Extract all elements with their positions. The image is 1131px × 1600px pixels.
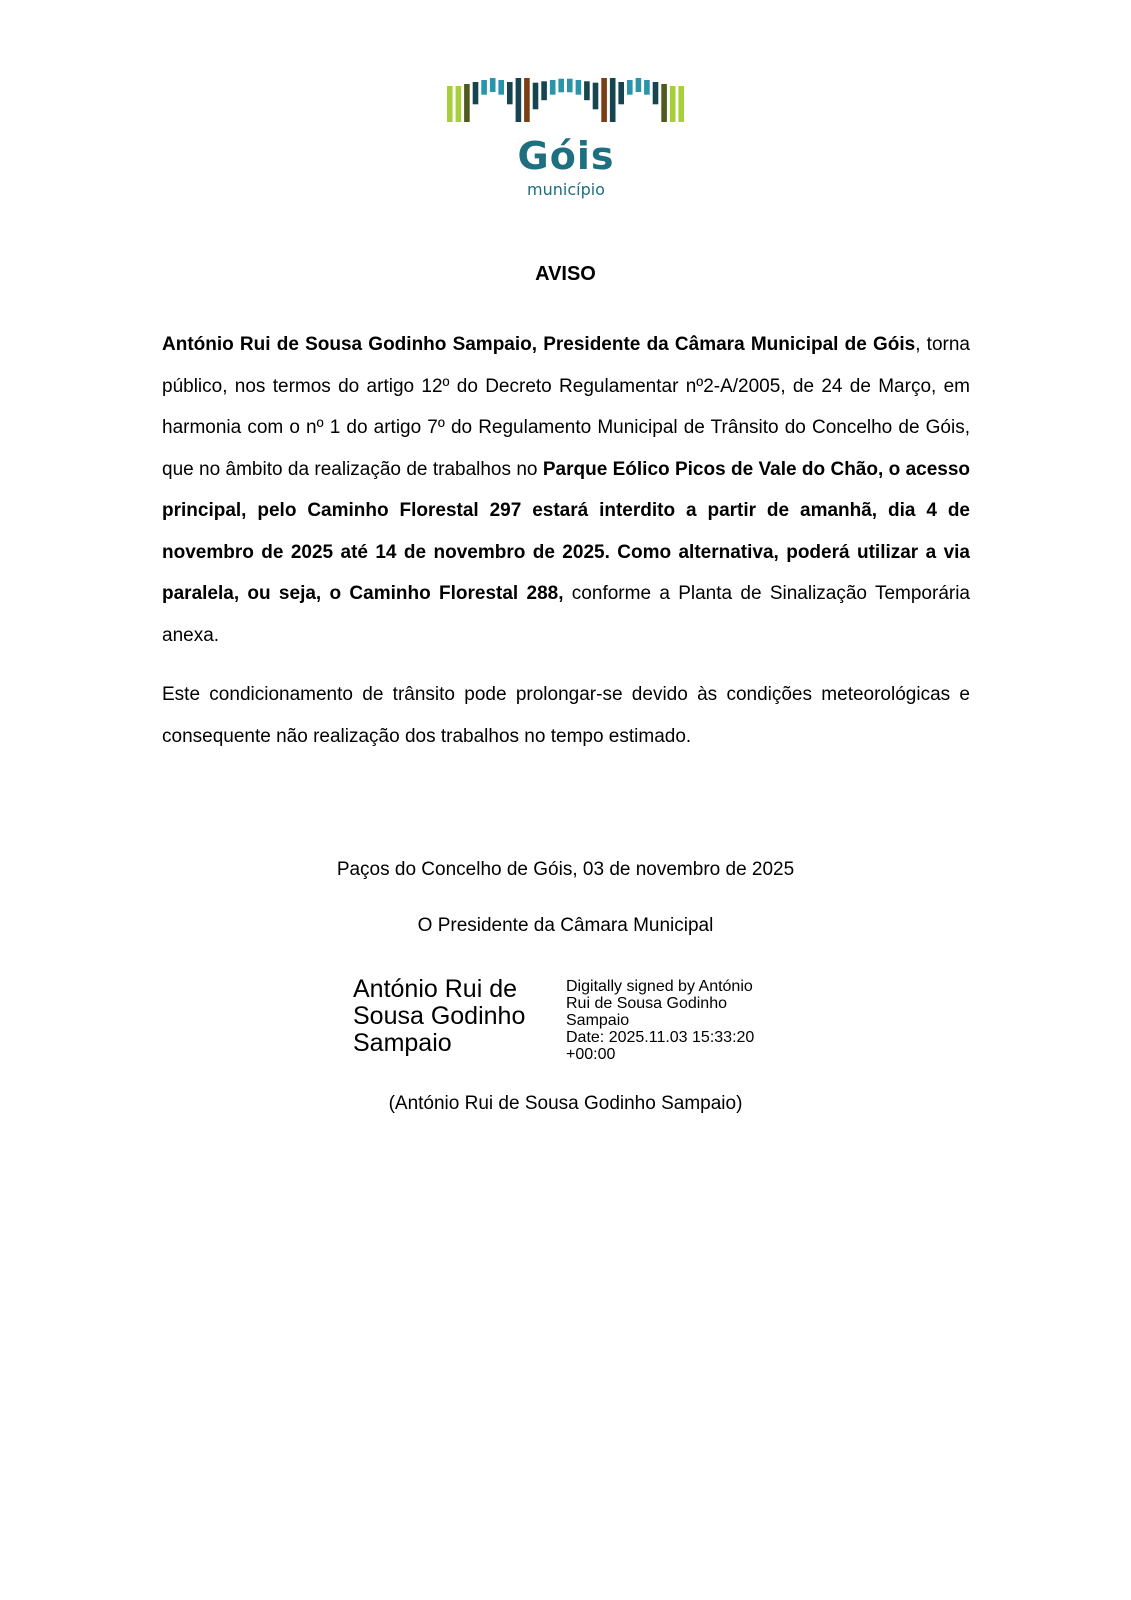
printed-signatory-name: (António Rui de Sousa Godinho Sampaio): [388, 1093, 743, 1114]
logo-bar: [670, 86, 676, 122]
notice-segment-1: António Rui de Sousa Godinho Sampaio, Presidente da Câmara Municipal de Góis: [162, 334, 916, 355]
logo-bar: [601, 78, 607, 122]
logo-bar: [593, 83, 599, 110]
logo-bar: [558, 79, 564, 93]
digital-signature-details[interactable]: [566, 978, 806, 1063]
logo-bar: [567, 79, 573, 93]
logo-bar: [644, 80, 650, 95]
signature-name-line: Sousa Godinho: [353, 1002, 526, 1030]
document-title: AVISO: [535, 263, 596, 285]
digital-signature-name: [353, 976, 553, 1057]
logo-bar: [498, 80, 504, 95]
signature-detail-line: Date: 2025.11.03 15:33:20: [566, 1029, 755, 1046]
logo-bar: [481, 80, 487, 95]
place-date: Paços do Concelho de Góis, 03 de novembro de 2025: [336, 859, 795, 880]
logo-subtitle: município: [527, 180, 605, 199]
logo-bar: [524, 78, 530, 122]
signature-detail-line: Digitally signed by António: [566, 978, 753, 995]
logo-bar: [490, 78, 496, 92]
logo-bar: [447, 86, 453, 122]
signature-name-line: Sampaio: [353, 1029, 452, 1057]
logo-bar: [456, 86, 462, 122]
signature-name-line: António Rui de: [353, 975, 518, 1003]
logo-bar: [576, 80, 582, 95]
notice-segment-3: Parque Eólico Picos de Vale do Chão, o acesso principal, pelo Caminho Florestal 297 estará interdito a partir de amanhã, dia 4 de novembro de 2025 até 14 de novembro de 2025. Como alternativa, poderá utilizar a via paralela, ou seja, o Caminho Florestal 288,: [162, 458, 971, 604]
signature-detail-line: Sampaio: [566, 1012, 630, 1029]
logo-bar: [661, 84, 667, 122]
logo-bar: [464, 84, 470, 122]
gois-municipality-logo: [446, 72, 686, 202]
signatory-role: O Presidente da Câmara Municipal: [417, 915, 714, 936]
logo-bar: [653, 82, 659, 104]
logo-bar: [636, 78, 642, 92]
notice-segment-4: conforme a Planta de Sinalização Temporária anexa.: [162, 583, 970, 646]
logo-name: Góis: [517, 134, 615, 178]
notice-paragraph: [162, 324, 970, 656]
logo-bar: [507, 82, 513, 104]
signature-detail-line: +00:00: [566, 1046, 616, 1063]
logo-bar: [533, 83, 539, 110]
logo-bar: [678, 86, 684, 122]
logo-bar: [584, 81, 590, 100]
bridge-arches-icon: [446, 72, 686, 132]
logo-bar: [627, 80, 633, 95]
logo-bar: [550, 80, 556, 95]
signature-detail-line: Rui de Sousa Godinho: [566, 995, 727, 1012]
logo-bar: [618, 82, 624, 104]
logo-bar: [473, 82, 479, 104]
logo-bar: [541, 81, 547, 100]
condition-paragraph: Este condicionamento de trânsito pode prolongar-se devido às condições meteorológicas e consequente não realização dos trabalhos no tempo estimado.: [162, 684, 970, 747]
notice-segment-2: , torna público, nos termos do artigo 12º do Decreto Regulamentar nº2-A/2005, de 24 de Março, em harmonia com o nº 1 do artigo 7º do Regulamento Municipal de Trânsito do Concelho de Góis, que no âmbito da realização de trabalhos no: [162, 334, 970, 480]
logo-bar: [516, 78, 522, 122]
logo-bar: [610, 78, 616, 122]
